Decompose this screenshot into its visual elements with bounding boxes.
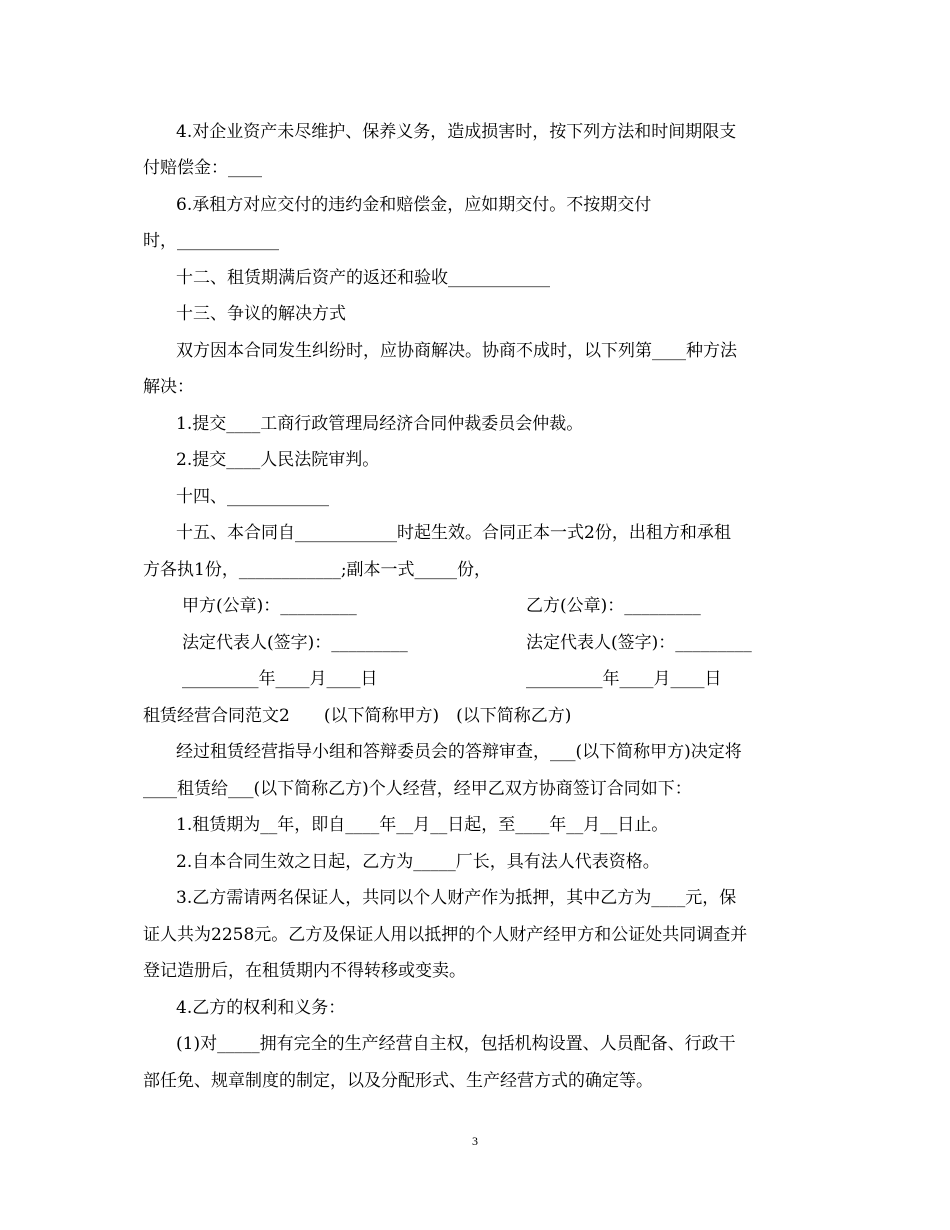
paragraph-line: (1)对_____拥有完全的生产经营自主权，包括机构设置、人员配备、行政干 bbox=[176, 1034, 736, 1054]
party-b-date: _________年____月____日 bbox=[526, 669, 722, 689]
section-heading: 十四、____________ bbox=[176, 487, 329, 507]
paragraph-line: 4.对企业资产未尽维护、保养义务，造成损害时，按下列方法和时间期限支 bbox=[176, 122, 737, 142]
paragraph-line: 1.提交____工商行政管理局经济合同仲裁委员会仲裁。 bbox=[176, 414, 584, 434]
paragraph-line: 6.承租方对应交付的违约金和赔偿金，应如期交付。不按期交付 bbox=[176, 195, 652, 215]
party-b-seal: 乙方(公章)：_________ bbox=[526, 596, 701, 616]
document-subtitle: 租赁经营合同范文2 (以下简称甲方) (以下简称乙方) bbox=[143, 706, 572, 726]
party-a-date: _________年____月____日 bbox=[182, 669, 378, 689]
page-number: 3 bbox=[472, 1134, 478, 1148]
paragraph-line: 解决： bbox=[143, 377, 194, 397]
paragraph-line: 双方因本合同发生纠纷时，应协商解决。协商不成时，以下列第____种方法 bbox=[176, 341, 737, 361]
paragraph-line: 十五、本合同自____________时起生效。合同正本一式2份，出租方和承租 bbox=[176, 523, 731, 543]
paragraph-line: 2.自本合同生效之日起，乙方为_____厂长，具有法人代表资格。 bbox=[176, 852, 660, 872]
paragraph-line: 3.乙方需请两名保证人，共同以个人财产作为抵押，其中乙方为____元，保 bbox=[176, 888, 737, 908]
paragraph-line: 方各执1份，____________;副本一式_____份， bbox=[143, 560, 492, 580]
paragraph-line: 1.租赁期为__年，即自____年__月__日起，至____年__月__日止。 bbox=[176, 815, 669, 835]
paragraph-line: 时，____________ bbox=[143, 231, 279, 251]
section-heading: 十三、争议的解决方式 bbox=[176, 304, 346, 324]
paragraph-line: 付赔偿金：____ bbox=[143, 158, 262, 178]
paragraph-line: 部任免、规章制度的制定，以及分配形式、生产经营方式的确定等。 bbox=[143, 1071, 653, 1091]
section-heading: 十二、租赁期满后资产的返还和验收____________ bbox=[176, 268, 550, 288]
paragraph-line: 4.乙方的权利和义务： bbox=[176, 998, 346, 1018]
paragraph-line: 经过租赁经营指导小组和答辩委员会的答辩审查，___(以下简称甲方)决定将 bbox=[176, 742, 742, 762]
paragraph-line: ____租赁给___(以下简称乙方)个人经营，经甲乙双方协商签订合同如下： bbox=[143, 779, 692, 799]
party-a-representative: 法定代表人(签字)：_________ bbox=[182, 633, 408, 653]
party-a-seal: 甲方(公章)：_________ bbox=[182, 596, 357, 616]
paragraph-line: 登记造册后，在租赁期内不得转移或变卖。 bbox=[143, 961, 466, 981]
paragraph-line: 2.提交____人民法院审判。 bbox=[176, 450, 380, 470]
paragraph-line: 证人共为2258元。乙方及保证人用以抵押的个人财产经甲方和公证处共同调查并 bbox=[143, 925, 748, 945]
party-b-representative: 法定代表人(签字)：_________ bbox=[526, 633, 752, 653]
